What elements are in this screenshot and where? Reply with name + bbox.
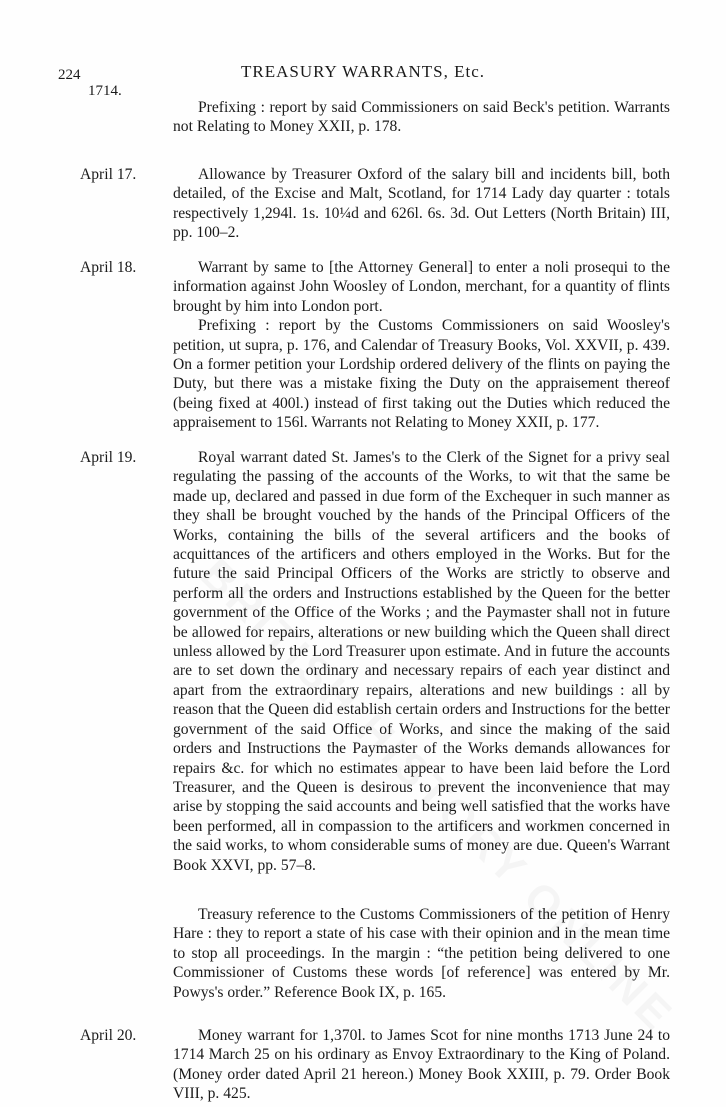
entry-date: April 17. [80,166,137,183]
page-number: 224 [58,67,81,83]
running-head: TREASURY WARRANTS, Etc. [240,62,486,81]
entry-paragraph: Treasury reference to the Customs Commissioners of the petition of Henry Hare : they to report a state of his case with their opinion and in the mean time to stop all proceedings. In the margin : “the petition being delivered to one Commissioner of Customs these words [of reference] was entered by Mr. Powys's order.” Reference Book IX, p. 165. [173,906,670,1001]
entry-body [173,258,670,433]
entry-paragraph: Prefixing : report by the Customs Commissioners on said Woosley's petition, ut supra, p. 176, and Calendar of Treasury Books, Vol. XXVII, p. 439. On a former petition your Lordship ordered delivery of the flints on paying the Duty, but there was a mistake fixing the Duty on the appraisement thereof (being fixed at 400l.) instead of first taking out the Duties which reduced the appraisement to 156l. Warrants not Relating to Money XXII, p. 177. [173,317,670,432]
entry-date: April 18. [80,259,137,276]
entry-paragraph: Royal warrant dated St. James's to the Clerk of the Signet for a privy seal regulating the passing of the accounts of the Works, to wit that the same be made up, declared and passed in due form of the Exchequer in such manner as they shall be brought vouched by the hands of the Principal Officers of the Works, containing the bills of the several artificers and the books of acquittances of the artificers and others employed in the Works. But for the future the said Principal Officers of the Works are strictly to observe and perform all the orders and Instructions established by the Queen for the better government of the Office of the Works ; and the Paymaster shall not in future be allowed for repairs, alterations or new building which the Queen shall direct unless allowed by the Lord Treasurer upon estimate. And in future the accounts are to set down the ordinary and necessary repairs of each year distinct and apart from the extraordinary repairs, alterations and new buildings : all by reason that the Queen did establish certain orders and Instructions for the better government of the said Office of Works, and since the making of the said orders and Instructions the Paymaster of the Works demands allowances for repairs &c. for which no estimates appear to have been laid before the Lord Treasurer, and the Queen is desirous to prevent the inconvenience that may arise by stopping the said accounts and being well satisfied that the works have been performed, all in compassion to the artificers and workmen concerned in the said works, to whom considerable sums of money are due. Queen's Warrant Book XXVI, pp. 57–8. [173,449,670,874]
page-header [0,0,726,100]
entry-body [173,98,670,137]
entry-body [173,448,670,875]
entry-body [173,1026,670,1104]
entry-date: April 20. [80,1027,137,1044]
entry-body [173,165,670,243]
entry-body [173,905,670,1002]
year-marginal: 1714. [88,83,122,99]
entry-paragraph: Money warrant for 1,370l. to James Scot for nine months 1713 June 24 to 1714 March 25 on his ordinary as Envoy Extraordinary to the King of Poland. (Money order dated April 21 hereon.) Money Book XXIII, p. 79. Order Book VIII, p. 425. [173,1027,670,1103]
entry-paragraph: Allowance by Treasurer Oxford of the salary bill and incidents bill, both detailed, of the Excise and Malt, Scotland, for 1714 Lady day quarter : totals respectively 1,294l. 1s. 10¼d and 626l. 6s. 3d. Out Letters (North Britain) III, pp. 100–2. [173,166,670,242]
entry-date: April 19. [80,449,137,466]
entry-paragraph: Warrant by same to [the Attorney General] to enter a noli prosequi to the information against John Woosley of London, merchant, for a quantity of flints brought by him into London port. [173,259,670,315]
entry-paragraph: Prefixing : report by said Commissioners on said Beck's petition. Warrants not Relating to Money XXII, p. 178. [173,99,670,136]
